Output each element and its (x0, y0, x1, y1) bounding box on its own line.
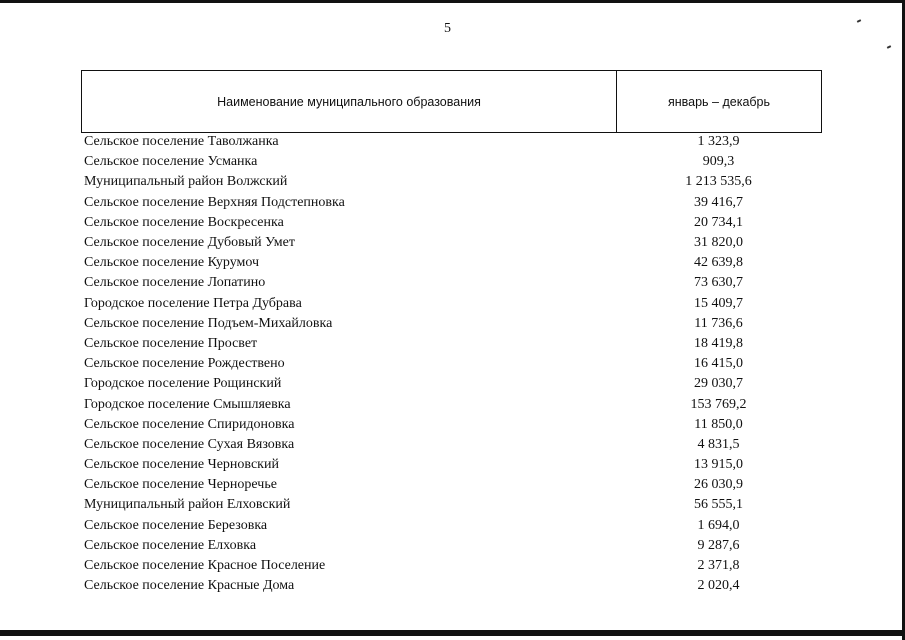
table-row (84, 314, 822, 334)
table-row (84, 294, 822, 314)
table-row (84, 495, 822, 515)
table-row (84, 354, 822, 374)
column-header-name: Наименование муниципального образования (82, 71, 617, 132)
row-name: Муниципальный район Волжский (84, 174, 288, 190)
row-value: 42 639,8 (694, 255, 743, 271)
page-bottom-border (0, 630, 905, 636)
table-header (81, 70, 822, 133)
row-value: 1 323,9 (697, 134, 740, 150)
row-name: Сельское поселение Просвет (84, 335, 258, 351)
table-row (84, 516, 822, 536)
table-row (84, 576, 822, 596)
row-value: 31 820,0 (694, 235, 743, 251)
table-row (84, 536, 822, 556)
row-name: Сельское поселение Черноречье (84, 477, 277, 493)
row-value: 9 287,6 (697, 537, 740, 553)
column-header-period: январь – декабрь (667, 94, 771, 109)
row-name: Сельское поселение Елховка (84, 537, 257, 553)
table-row (84, 455, 822, 475)
scan-mark (887, 45, 891, 49)
table-row (84, 273, 822, 293)
row-name: Сельское поселение Курумоч (84, 255, 260, 271)
row-name: Сельское поселение Спиридоновка (84, 416, 295, 432)
row-value: 153 769,2 (690, 396, 747, 412)
row-name: Сельское поселение Верхняя Подстепновка (84, 194, 345, 210)
row-name: Сельское поселение Таволжанка (84, 134, 279, 150)
table-row (84, 556, 822, 576)
row-name: Сельское поселение Усманка (84, 154, 258, 170)
table-row (84, 394, 822, 414)
row-name: Городское поселение Рощинский (84, 376, 282, 392)
table-row (84, 132, 822, 152)
scan-mark (857, 19, 861, 23)
row-value: 1 213 535,6 (685, 174, 752, 190)
table-row (84, 253, 822, 273)
table-row (84, 193, 822, 213)
row-name: Муниципальный район Елховский (84, 497, 291, 513)
table-row (84, 172, 822, 192)
row-value: 16 415,0 (694, 356, 743, 372)
row-name: Городское поселение Смышляевка (84, 396, 291, 412)
row-value: 13 915,0 (694, 457, 743, 473)
row-name: Сельское поселение Красные Дома (84, 578, 295, 594)
row-name: Сельское поселение Воскресенка (84, 214, 284, 230)
row-value: 56 555,1 (694, 497, 743, 513)
row-value: 2 020,4 (697, 578, 740, 594)
row-name: Сельское поселение Рождествено (84, 356, 285, 372)
table-row (84, 152, 822, 172)
row-value: 11 736,6 (694, 315, 743, 331)
page-number: 5 (444, 21, 451, 36)
row-value: 4 831,5 (697, 436, 740, 452)
row-name: Сельское поселение Лопатино (84, 275, 266, 291)
table-row (84, 435, 822, 455)
table-row (84, 334, 822, 354)
table-row (84, 415, 822, 435)
table-row (84, 233, 822, 253)
table-row (84, 213, 822, 233)
row-name: Сельское поселение Дубовый Умет (84, 235, 295, 251)
row-value: 20 734,1 (694, 214, 743, 230)
row-value: 1 694,0 (697, 517, 740, 533)
table-body (84, 132, 822, 596)
row-value: 2 371,8 (697, 558, 740, 574)
row-name: Сельское поселение Черновский (84, 457, 279, 473)
row-value: 73 630,7 (694, 275, 743, 291)
page-top-border (0, 0, 905, 3)
row-value: 26 030,9 (694, 477, 743, 493)
row-value: 909,3 (702, 154, 735, 170)
row-name: Сельское поселение Красное Поселение (84, 558, 326, 574)
table-row (84, 475, 822, 495)
row-name: Городское поселение Петра Дубрава (84, 295, 302, 311)
row-name: Сельское поселение Березовка (84, 517, 268, 533)
row-value: 15 409,7 (694, 295, 743, 311)
row-name: Сельское поселение Подъем-Михайловка (84, 315, 333, 331)
row-value: 11 850,0 (694, 416, 743, 432)
table-row (84, 374, 822, 394)
row-value: 39 416,7 (694, 194, 743, 210)
row-name: Сельское поселение Сухая Вязовка (84, 436, 295, 452)
row-value: 29 030,7 (694, 376, 743, 392)
row-value: 18 419,8 (694, 335, 743, 351)
